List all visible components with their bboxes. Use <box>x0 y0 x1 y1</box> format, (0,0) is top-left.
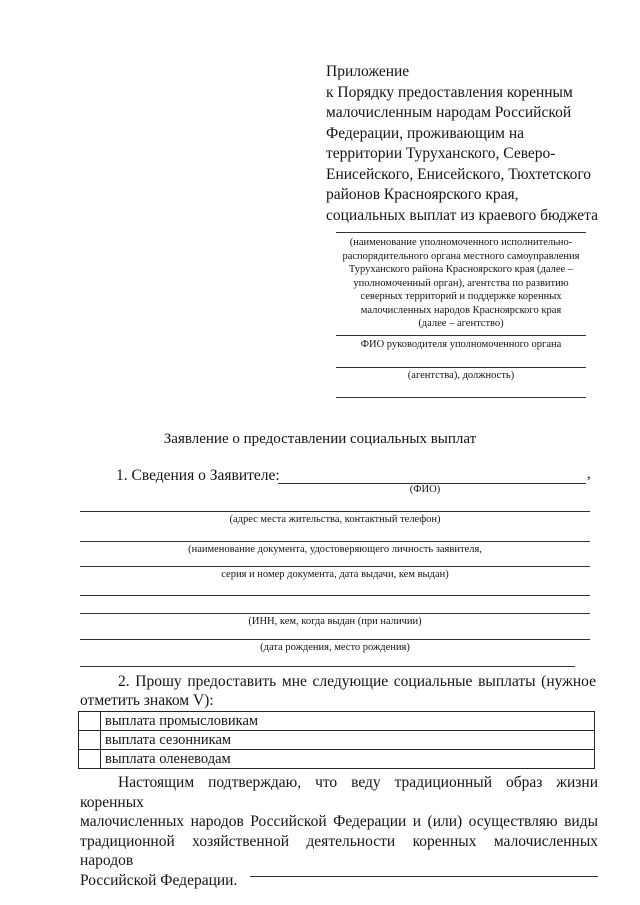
payment-option-checkbox[interactable] <box>79 712 101 731</box>
agency-note-line: малочисленных народов Красноярского края <box>360 304 562 316</box>
payment-option-label: выплата оленеводам <box>101 750 595 769</box>
agency-note-line: (наименование уполномоченного исполнительно- <box>349 237 573 248</box>
payment-option-checkbox[interactable] <box>79 750 101 769</box>
agency-note-line: Туруханского района Красноярского края (далее – <box>348 264 574 275</box>
agency-note-line: уполномоченный орган), агентства по развитию <box>353 277 569 289</box>
appendix-header <box>326 62 626 226</box>
payment-options-table <box>78 711 595 769</box>
payment-option-row <box>79 712 595 731</box>
bottom-line <box>250 876 598 877</box>
payment-option-label: выплата промысловикам <box>101 712 595 731</box>
appendix-line: малочисленным народам Российской <box>326 104 572 121</box>
document-name-caption: (наименование документа, удостоверяющего личность заявителя, <box>188 544 482 555</box>
document-name-line[interactable] <box>80 541 590 542</box>
blank-line[interactable] <box>80 595 590 596</box>
head-position-line[interactable] <box>336 367 586 368</box>
inn-line[interactable] <box>80 613 590 614</box>
appendix-line: территории Туруханского, Северо- <box>326 145 556 162</box>
section2-line: 2. Прошу предоставить мне следующие социальные выплаты (нужное <box>118 673 596 690</box>
head-fio-caption: ФИО руководителя уполномоченного органа <box>360 339 562 350</box>
payment-option-row <box>79 750 595 769</box>
appendix-line: Федерации, проживающим на <box>326 124 525 142</box>
head-fio-line[interactable] <box>336 335 586 336</box>
extra-line[interactable] <box>80 666 575 667</box>
section2-request <box>80 672 596 710</box>
fio-caption: (ФИО) <box>409 484 441 495</box>
confirmation-line: малочисленных народов Российской Федерации и (или) осуществляю виды <box>80 813 598 830</box>
confirmation-line: Настоящим подтверждаю, что веду традиционный образ жизни коренных <box>80 774 598 811</box>
appendix-line: районов Красноярского края, <box>326 186 519 203</box>
address-line[interactable] <box>80 511 590 512</box>
statement-title: Заявление о предоставлении социальных выплат <box>163 431 477 447</box>
birth-caption: (дата рождения, место рождения) <box>260 642 410 653</box>
appendix-line: социальных выплат из краевого бюджета <box>326 206 598 224</box>
confirmation-line: Российской Федерации. <box>80 871 238 889</box>
agency-note <box>336 236 586 331</box>
head-position-caption: (агентства), должность) <box>407 370 515 381</box>
payment-option-label: выплата сезонникам <box>101 731 595 750</box>
document-series-caption: серия и номер документа, дата выдачи, кем выдан) <box>221 569 449 580</box>
confirmation-line: традиционной хозяйственной деятельности коренных малочисленных народов <box>80 832 598 869</box>
appendix-line: к Порядку предоставления коренным <box>326 83 573 101</box>
agency-note-line: (далее – агентство) <box>418 318 504 329</box>
birth-line[interactable] <box>80 639 590 640</box>
payment-option-checkbox[interactable] <box>79 731 101 750</box>
signature-line[interactable] <box>336 397 586 398</box>
appendix-line: Енисейского, Енисейского, Тюхтетского <box>326 165 592 183</box>
section2-line: отметить знаком V): <box>80 692 214 709</box>
confirmation-paragraph <box>80 773 598 890</box>
address-caption: (адрес места жительства, контактный телефон) <box>229 514 441 525</box>
payment-option-row <box>79 731 595 750</box>
document-series-line[interactable] <box>80 566 590 567</box>
agency-note-line: северных территорий и поддержке коренных <box>360 291 562 302</box>
section1-comma: , <box>587 466 591 482</box>
agency-note-line: распорядительного органа местного самоуправления <box>342 250 580 262</box>
agency-name-line[interactable] <box>336 232 586 233</box>
appendix-line: Приложение <box>326 63 410 80</box>
section1-label: 1. Сведения о Заявителе: <box>116 467 280 484</box>
inn-caption: (ИНН, кем, когда выдан (при наличии) <box>248 616 422 627</box>
